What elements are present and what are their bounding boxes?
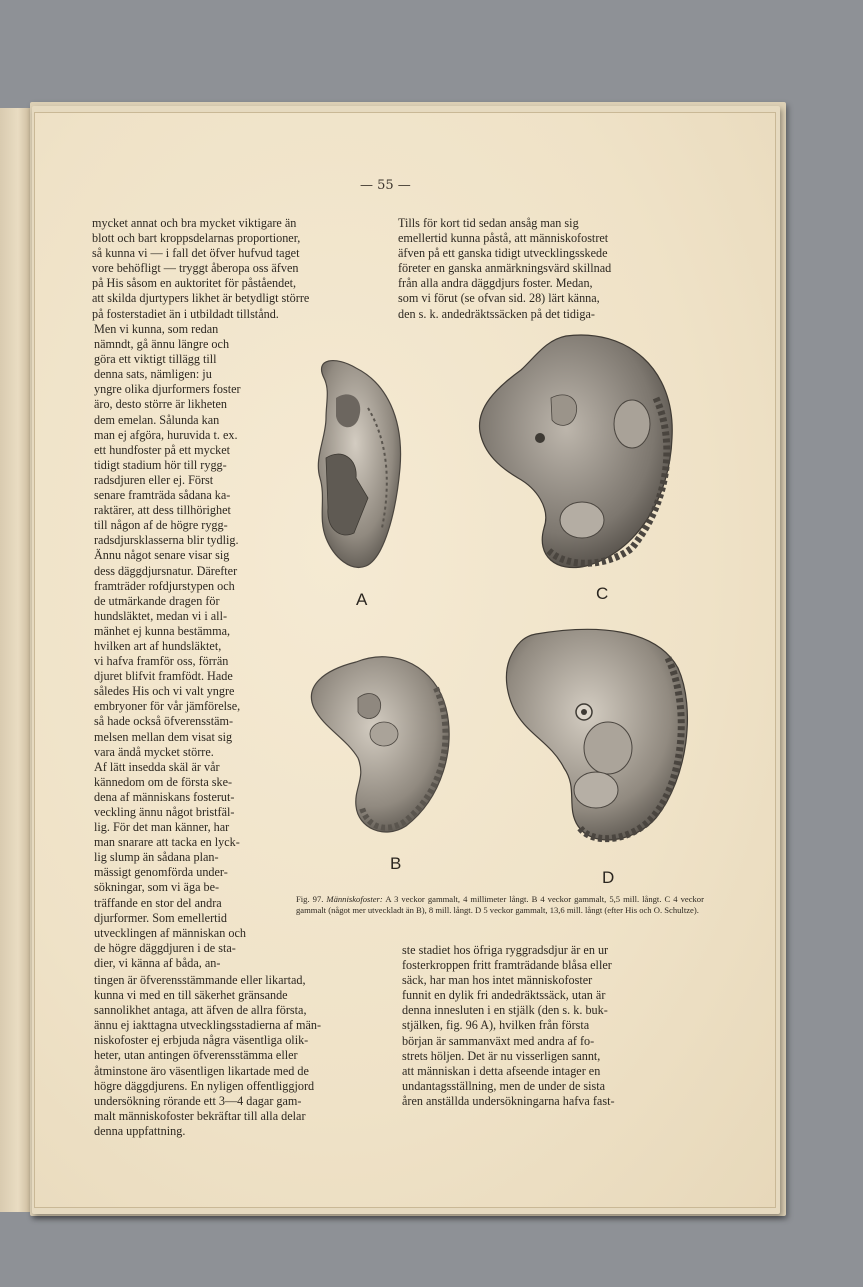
embryo-figure bbox=[296, 328, 706, 888]
left-column-top-text: mycket annat och bra mycket viktigare än blott och bart kroppsdelarnas proportioner, så kunna vi — i fall det öfver hufvud taget vore behöfligt — tryggt åberopa oss äfven på His såsom en auktoritet för påståendet, att skilda djurtypers likhet är betydligt större på fosterstadiet än i utbildadt tillstånd. bbox=[92, 216, 310, 321]
embryo-a bbox=[318, 361, 400, 568]
embryo-d bbox=[506, 629, 687, 840]
figure-caption-body: A 3 veckor gammalt, 4 millimeter långt. B 4 veckor gammalt, 5,5 mill. långt. C 4 veckor gammalt (något mer utveckladt än B), 8 mill. långt. D 5 veckor gammalt, 13,6 mill. långt (efter His och O. Schultze). bbox=[296, 894, 704, 915]
figure-label-b: B bbox=[390, 854, 402, 873]
figure-label-c: C bbox=[596, 584, 609, 603]
right-column-bottom-text: ste stadiet hos öfriga ryggradsdjur är en ur fosterkroppen fritt framträdande blåsa eller säck, har man hos intet människofoster funnit en dylik fri andedräktssäck, utan är denna innesluten i en stjälk (den s. k. buk- stjälken, fig. 96 A), hvilken från första början är sammanväxt med andra af fo- strets höljen. Det är nu visserligen sannt, att människan i detta afseende intager en undantagsställning, men de under de sista åren anställda undersökningarna hafva fast- bbox=[402, 943, 615, 1108]
right-column-top-text: Tills för kort tid sedan ansåg man sig emellertid kunna påstå, att människofostret äfven på ett ganska tidigt utvecklingsskede företer en ganska anmärkningsvärd skillnad från alla andra däggdjurs foster. Medan, som vi förut (se ofvan sid. 28) lärt känna, den s. k. andedräktssäcken på det tidiga- bbox=[398, 216, 612, 321]
page-number: — 55 — bbox=[360, 178, 411, 193]
figure-caption-title: Människofoster: bbox=[326, 894, 383, 904]
left-column-bottom-text: tingen är öfverensstämmande eller likartad, kunna vi med en till säkerhet gränsande sannolikhet antaga, att äfven de allra första, ännu ej iakttagna utvecklingsstadierna af män- niskofoster ej erbjuda några väsentliga olik- heter, utan antingen öfverensstämma eller åtminstone äro väsentligen likartade med de högre däggdjurens. En nyligen offentliggjord undersökning rörande ett 3—4 dagar gam- malt människofoster bekräftar till alla delar denna uppfattning. bbox=[94, 973, 322, 1138]
figure-caption bbox=[296, 894, 704, 916]
narrow-column-text: Men vi kunna, som redan nämndt, gå ännu längre och göra ett viktigt tillägg till denna sats, nämligen: ju yngre olika djurformers foster äro, desto större är likheten dem emelan. Sålunda kan man ej afgöra, huruvida t. ex. ett hundfoster på ett mycket tidigt stadium hör till rygg- radsdjuren eller ej. Först senare framträda sådana ka- raktärer, att dess tillhörighet till någon af de högre rygg- radsdjursklasserna blir tydlig. Ännu något senare visar sig dess däggdjursnatur. Därefter framträder rofdjurstypen och de utmärkande dragen för hundsläktet, medan vi i all- mänhet ej kunna bestämma, hvilken art af hundsläktet, vi hafva framför oss, förrän djuret blifvit framfödt. Hade således His och vi valt yngre embryoner för vår jämförelse, så hade också öfverensstäm- melsen mellan dem visat sig vara ändå mycket större. Af lätt insedda skäl är vår kännedom om de första ske- dena af människans fosterut- veckling ännu något bristfäl- lig. För det man känner, har man snarare att tacka en lyck- lig slump än sådana plan- mässigt genomförda under- sökningar, som vi äga be- träffande en stor del andra djurformer. Som emellertid utvecklingen af människan och de högre däggdjuren i de sta- dier, vi känna af båda, an- bbox=[94, 322, 246, 970]
embryo-b bbox=[311, 657, 449, 832]
left-page-edge bbox=[0, 108, 31, 1212]
figure-label-a: A bbox=[356, 590, 368, 609]
figure-label-d: D bbox=[602, 868, 615, 887]
embryo-c bbox=[479, 335, 672, 568]
figure-caption-number: Fig. 97. bbox=[296, 894, 324, 904]
